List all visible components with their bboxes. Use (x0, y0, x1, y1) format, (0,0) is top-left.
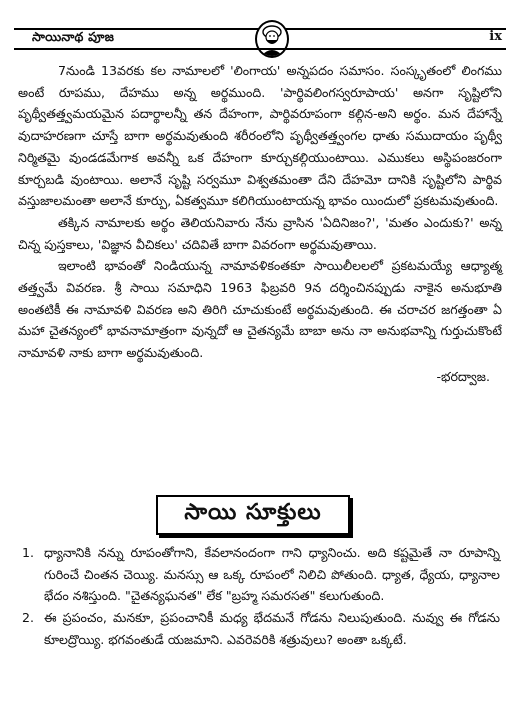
sai-baba-portrait-icon (255, 20, 289, 58)
list-item (22, 542, 500, 607)
section-title: సాయి సూక్తులు (184, 500, 322, 525)
sayings-list (22, 542, 500, 651)
list-item-text: ఈ ప్రపంచం, మనకూ, ప్రపంచానికీ మధ్య భేదమనే గోడను నిలుపుతుంది. నువ్వు ఈ గోడను కూలద్రొయ్యి. భగవంతుడే యజమాని. ఎవరెవరికి శత్రువులు? అంతా ఒక్కటే. (44, 610, 500, 647)
page-number: ix (489, 29, 502, 44)
section-heading-box (156, 495, 350, 535)
list-item-number: 2. (22, 610, 35, 626)
list-item-text: ధ్యానానికి నన్ను రూపంతోగాని, కేవలానందంగా గాని ధ్యానించు. అది కష్టమైతే నా రూపాన్ని గురించే చింతన చెయ్యి. మనస్సు ఆ ఒక్క రూపంలో నిలిచి పోతుంది. ధ్యాత, ధ్యేయ, ధ్యానాల భేదం నశిస్తుంది. "చైతన్యఘనత" లేక "బ్రహ్మ సమరసత" కలుగుతుంది. (44, 545, 500, 604)
author-signature: -భరద్వాజ. (436, 368, 490, 384)
book-title: సాయినాథ పూజ (32, 29, 115, 44)
paragraph: ఇలాంటి భావంతో నిండియున్న నామావళికంతకూ సాయిలీలలలో ప్రకటమయ్యే ఆధ్యాత్మ తత్త్వమే వివరణ. శ్రీ సాయి సమాధిని 1963 ఫిబ్రవరి 9న దర్శించినప్పుడు నాకైన అనుభూతి అంతటికీ ఈ నామావళి వివరణ అని తిరిగి చూచుకుంటే అర్థమవుతుంది. ఈ చరాచర జగత్తంతా ఏ మహా చైతన్యంలో భావనామాత్రంగా వున్నదో ఆ చైతన్యమే బాబా అను నా అనుభవాన్ని గుర్తుచుకొంటే నామావళి నాకు బాగా అర్థమవుతుంది. (18, 258, 502, 361)
list-item-number: 1. (22, 545, 35, 560)
body-text (18, 60, 502, 388)
list-item (22, 607, 500, 650)
paragraph: తక్కిన నామాలకు అర్థం తెలియనివారు నేను వ్రాసిన 'ఏదినిజం?', 'మతం ఎందుకు?' అన్న చిన్న పుస్తకాలు, 'విజ్ఞాన వీచికలు' చదివితే బాగా వివరంగా అర్థమవుతాయి. (18, 214, 502, 252)
header-bottom-rule (14, 48, 506, 50)
paragraph: 7నుండి 13వరకు కల నామాలలో 'లింగాయ' అన్నపదం సమాసం. సంస్కృతంలో లింగము అంటే రూపము, దేహము అన్న అర్థముంది. 'పార్థివలింగస్వరూపాయ' అనగా సృష్టిలోని పృథ్వీతత్త్వమయమైన పదార్థాలన్నీ తన దేహంగా, పార్థివరూపంగా కల్గిన-అని అర్థం. మన దేహాన్నే వుదాహరణగా చూస్తే బాగా అర్థమవుతుంది శరీరంలోని పృథ్వీతత్త్వంగల ధాతు సముదాయం పృథ్వీ నిర్మితమై వుండడమేగాక అవన్నీ ఒక దేహంగా కూర్చుకల్గియుంటాయి. ఎముకలు అస్థిపంజరంగా కూర్చబడి వుంటాయి. అలానే సృష్టి సర్వమూ విశ్వతమంతా దేని దేహమో దానికి సృష్టిలోని పార్థివ వస్తుజాలమంతా అలానే కూర్పు, ఏకత్వమూ కలిగియుంటాయన్న భావం యిందులో ప్రకటమవుతుంది. (18, 63, 502, 209)
page-header (14, 28, 506, 50)
